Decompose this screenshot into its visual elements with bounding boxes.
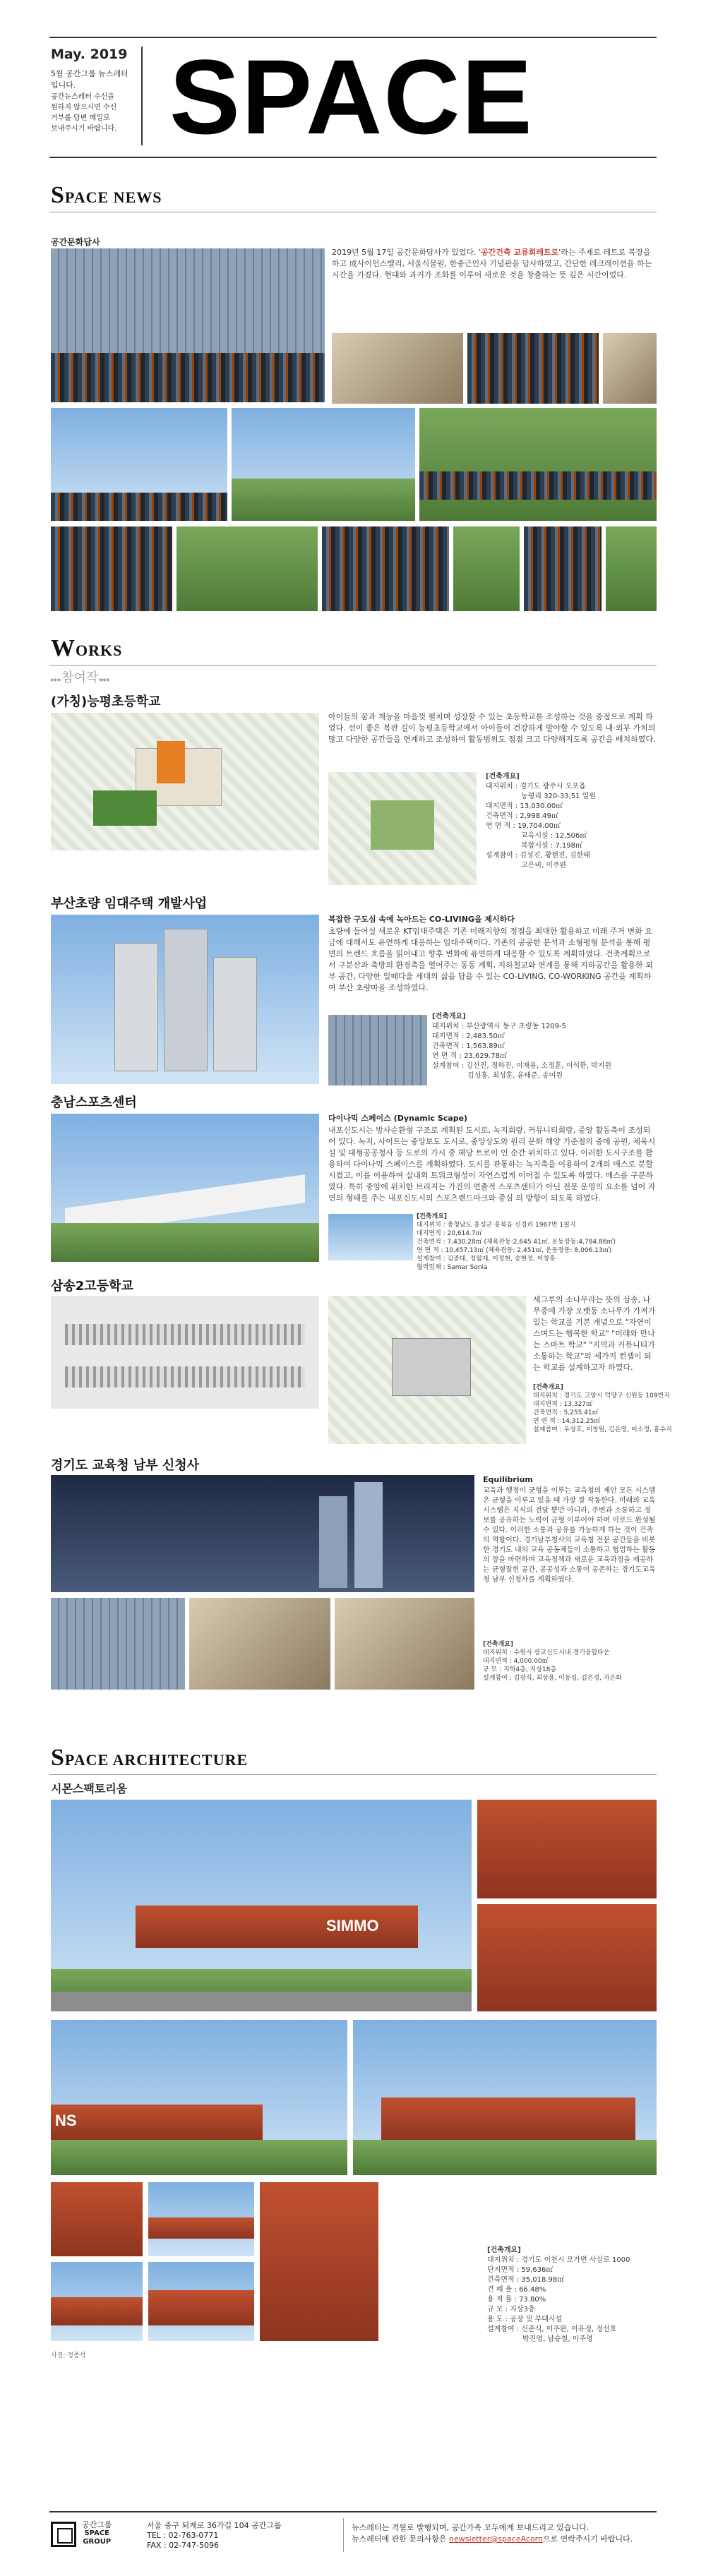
project-info-line: 건축면적 : 7,430.28㎡ (체육관동:2,645.41㎡, 운동장동:4,784.86㎡) [417, 1239, 616, 1246]
subscribe-note [51, 92, 116, 134]
issue-date: May. 2019 [51, 47, 128, 62]
news-text-after: '라는 주제로 레트로 복장을 하고 成사이언스밸리, 서울식물원, 한중근인사 기념관을 답사하였고, 간단한 레크레이션을 하는 시간을 가졌다. 현대와 과거가 조화를 이루어 새로운 것을 창출하는 뜻 깊은 시간이었다. [332, 248, 652, 279]
project-info [533, 1383, 672, 1434]
architecture-info-line: 용 도 : 공장 및 부대시설 [487, 2316, 563, 2323]
news-photo [606, 526, 657, 611]
project-render [51, 1475, 474, 1592]
project-info-line: 설계참여 : 우상호, 이창원, 김은영, 이소정, 홍수지 [533, 1426, 672, 1433]
project-subheading: 복잡한 구도심 속에 녹아드는 CO-LIVING을 제시하다 [328, 915, 515, 924]
footer-divider [343, 2518, 344, 2552]
project-info-line: 능평리 320-33,51 일원 [521, 793, 596, 800]
news-photo-main [51, 248, 325, 402]
architecture-sign-2: NS [55, 2112, 77, 2129]
project-info-line: 대지위치 : 경기도 고양시 덕양구 신원동 109번지 [533, 1392, 670, 1400]
news-photo [322, 526, 449, 611]
project-info-line: 설계참여 : 김선진, 정하진, 이재용, 소정훈, 이석환, 박지원 [432, 1062, 612, 1070]
architecture-heading-initial: S [51, 1745, 65, 1771]
project-info-line: 연 면 적 : 10,457.13㎡ (체육관동: 2,451㎡, 운동장동: 8,006.13㎡) [417, 1247, 612, 1254]
works-sub-label-text: 참여작 [61, 670, 99, 685]
architecture-photo [353, 2020, 657, 2175]
issue-subtitle: 5월 공간그룹 뉴스레터 입니다. [51, 69, 128, 90]
triangle-icon: ▸▸▸ [51, 676, 62, 684]
project-info-line: 연 면 적 : 23,629.78㎡ [432, 1052, 507, 1060]
architecture-info-line: 용 적 률 : 73.80% [487, 2296, 546, 2304]
subscribe-note-line: 공간뉴스레터 수신을 [51, 93, 115, 101]
project-info-line: 건축면적 : 2,998.49㎡ [486, 812, 558, 820]
architecture-info-header: [건축개요] [487, 2246, 521, 2254]
project-info-line: 대지면적 : 13,327㎡ [533, 1401, 593, 1408]
news-heading [51, 182, 162, 209]
news-text [332, 247, 657, 281]
project-info [483, 1640, 657, 1683]
project-info-header: [건축개요] [417, 1213, 448, 1220]
architecture-sign: SIMMO [326, 1917, 379, 1934]
architecture-info-line: 설계참여 : 신준식, 이주완, 이유정, 정선호 [487, 2325, 617, 2333]
architecture-info-line: 건 폐 율 : 66.48% [487, 2286, 546, 2294]
architecture-photo [477, 1904, 657, 2011]
architecture-photo [51, 2182, 143, 2256]
project-info-line: 대지면적 : 13,030.00㎡ [486, 802, 563, 810]
architecture-info-line: 박진영, 남승철, 이주영 [522, 2335, 593, 2343]
footer-address: 서울 중구 퇴계로 36가길 104 공간그룹 [147, 2521, 282, 2530]
project-title: 삼송2고등학교 [51, 1279, 133, 1294]
project-info-line: 연 면 적 : 14,312.25㎡ [533, 1418, 601, 1425]
subscribe-note-line: 원하지 않으시면 수신 [51, 104, 117, 112]
architecture-photo [148, 2182, 254, 2256]
footer-fax: FAX : 02-747-5096 [147, 2541, 220, 2550]
news-photo [453, 526, 520, 611]
architecture-info-line: 규 모 : 지상3층 [487, 2306, 535, 2313]
project-text: 내포신도시는 방사순환형 구조로 계획된 도시로, 녹지회랑, 커뮤니티회랑, 중앙 활동축이 조성되어 있다. 녹지, 사이트는 중앙보도 도시로, 중앙상도와 원리 문화 해양 기준점의 중에 공원, 체육시설 및 대형공공청사 등 도로의 가시 중 해당 트로이 인 순간 위치하고 있다. 이러한 도시구조를 활용하여 다이나믹 스페이스를 계획하였다. 도시를 관통하는 녹지축을 이용하여 2개의 매스로 분할시켰고, 이를 이용하여 실내외 트워크형성이 자연스럽게 이어질 수 있도록 하였다. 매스를 구분하였다. 특히 중앙에 위치한 브리지는 가진의 연출적 스포츠센터가 아닌 전문 운영의 요소를 넘어 자연의 형태를 주는 내포신도시의 스포츠랜드마크와 중심 의 방향이 되도록 하였다. [328, 1126, 656, 1203]
project-photo [328, 1214, 413, 1260]
works-heading-initial: W [51, 635, 76, 661]
project-info [486, 772, 657, 871]
news-text-before: 2019년 5월 17일 공간문화답사가 있었다. ' [332, 248, 481, 257]
project-info-line: 건축면적 : 5,255.41㎡ [533, 1409, 599, 1416]
architecture-info [487, 2246, 657, 2345]
masthead-title: SPACE [169, 37, 534, 156]
architecture-photo [51, 2262, 143, 2341]
news-item-title: 공간문화답사 [51, 237, 100, 247]
architecture-heading-rest: PACE ARCHITECTURE [64, 1751, 249, 1769]
project-site-plan [328, 1296, 526, 1444]
news-photo [419, 408, 657, 521]
footer-notice-2-before: 뉴스레터에 관한 문의사항은 [352, 2534, 450, 2544]
project-info-header: [건축개요] [486, 773, 520, 781]
project-info-line: 대지면적 : 20,614.7㎡ [417, 1230, 482, 1237]
project-info-header: [건축개요] [483, 1641, 514, 1648]
project-render [51, 713, 319, 850]
works-sub-label [51, 668, 109, 686]
subscribe-note-line: 보내주시기 바랍니다. [51, 125, 117, 133]
project-title: (가칭)능평초등학교 [51, 694, 161, 709]
project-info [417, 1212, 657, 1272]
news-heading-rest: PACE NEWS [64, 188, 162, 206]
footer-notice-1: 뉴스레터는 격월로 발행되며, 공간가족 모두에게 보내드리고 있습니다. [352, 2523, 590, 2532]
project-elevation [51, 1296, 319, 1409]
triangle-icon: ◂◂◂ [98, 676, 109, 684]
news-photo [524, 526, 602, 611]
news-text-highlight: 공간건축 교류회레트로 [481, 248, 559, 257]
project-info-line: 대지면적 : 2,483.50㎡ [432, 1033, 505, 1040]
news-photo [603, 333, 657, 404]
project-title: 부산초량 임대주택 개발사업 [51, 896, 208, 911]
architecture-item-title: 시몬스팩토리움 [51, 1782, 128, 1795]
project-photo [335, 1598, 474, 1690]
project-info [432, 1012, 657, 1081]
news-photo [51, 408, 227, 521]
project-info-line: 연 면 적 : 19,704.00㎡ [486, 822, 561, 830]
footer-logo-group: GROUP [83, 2538, 112, 2546]
news-photo [467, 333, 599, 404]
architecture-info-line: 대지위치 : 경기도 이천시 모가면 사실로 1000 [487, 2256, 630, 2264]
project-info-line: 설계참여 : 김성진, 황현진, 김한태 [486, 852, 591, 860]
project-info-header: [건축개요] [432, 1013, 466, 1021]
project-info-line: 고은비, 이주완 [521, 862, 567, 869]
project-photo [189, 1598, 330, 1690]
project-info-line: 대지위치 : 경기도 광주시 오포읍 [486, 783, 586, 790]
project-text: 교육과 행정이 균형을 이루는 교육청의 제안 모든 시스템은 균형을 이루고 있을 때 가장 잘 작동한다. 미래의 교육시스템은 지식의 전달 뿐만 아니라, 주변과 소통하고 정보를 공유하는 노력이 균형 이루어야 하며 이로드 완성될 수 있다. 이러한 소통과 공유를 가능하게 하는 것이 건축의 역할이다. 경기남부청사의 교육청 전문 공간들을 비롯한 경기도 내의 교육 공동체들이 소통하고 협업하는 활동의 장을 마련하며 교육정책과 새로운 교육과정을 제공하는 균형잡힌 공간, 공공성과 소통이 공존하는 경기도교육청 남부 신청사를 계획하였다. [483, 1487, 656, 1584]
project-info-header: [건축개요] [533, 1384, 564, 1391]
news-photo [232, 408, 415, 521]
architecture-info-line: 단지면적 : 59,636㎡ [487, 2266, 554, 2274]
project-text: 세그루의 소나무라는 뜻의 삼송, 나무중에 가장 오랫동 소나무가 가져가 있는 학교를 기본 개념으로 "자연이 스며드는 행복한 학교" "미래와 만나는 스마트 학교" "지역과 커뮤니티가 소통하는 학교"의 세가지 컨셉이 되는 학교를 설계하고자 하였다. [533, 1295, 656, 1372]
project-text: 초량에 들어설 새로운 KT임대주택은 기존 미래지향의 정점을 최대한 활용하고 미래 주거 변화 요금에 대해서도 유연하게 대응하는 임대주택이다. 기존의 공공한 분석과 소형평형 분석을 통해 평면의 트렌드 흐름을 읽어내고 향후 변화에 유연하게 대응할 수 있도록 계획하였다. 건축계획으로서 구분산과 축방의 환경축을 열어주는 동동 계획, 지하철교와 연계를 통해 지하공간을 활용한 외부 공간, 다양한 일때다울 세대의 삶을 담을 수 있는 CO-LIVING, CO-WORKING 공간을 계획하여 부산 초량마을 조성하였다. [328, 927, 653, 992]
footer-rule [49, 2511, 657, 2512]
project-info-line: 교육시설 : 12,506㎡ [521, 832, 587, 840]
project-info-line: 설계참여 : 김광식, 최상용, 이동섭, 김은경, 자은화 [483, 1675, 622, 1682]
project-info-line: 설계참여 : 김종대, 정월재, 이정현, 송현정, 이창훈 [417, 1256, 556, 1263]
architecture-photo [51, 2020, 347, 2175]
project-info-line: 대지면적 : 4,000.00㎡ [483, 1658, 549, 1665]
footer-contact [147, 2521, 282, 2551]
project-info-line: 대지위치 : 충청남도 홍성군 홍북읍 신경리 1967번 1필지 [417, 1222, 576, 1229]
architecture-photo-main [51, 1800, 472, 2011]
project-info-line: 대지위치 : 수원시 광교신도시내 경기융합타운 [483, 1649, 610, 1656]
news-heading-initial: S [51, 182, 65, 208]
architecture-photo [260, 2182, 378, 2341]
project-title: 충남스포츠센터 [51, 1095, 137, 1110]
project-info-line: 복합시설 : 7,198㎡ [521, 842, 582, 850]
project-photo [51, 1598, 185, 1690]
space-group-logo-icon [51, 2522, 76, 2547]
subscribe-note-line: 거부를 답변 메일로 [51, 114, 110, 122]
news-photo [51, 526, 172, 611]
project-info-line: 대지위치 : 부산광역시 동구 초량동 1209-5 [432, 1023, 566, 1030]
works-rule [49, 665, 657, 666]
photo-credit: 사진: 정종석 [51, 2352, 86, 2359]
architecture-photo [477, 1800, 657, 1898]
footer-logo-space: SPACE [84, 2529, 110, 2537]
project-site-plan [328, 772, 477, 885]
footer-notice-2-after: 으로 연락주시기 바랍니다. [542, 2534, 633, 2544]
works-heading [51, 635, 122, 662]
project-render [51, 1114, 319, 1262]
architecture-info-line: 건축면적 : 35,018.98㎡ [487, 2276, 565, 2284]
footer-notice [352, 2522, 657, 2545]
works-heading-rest: ORKS [76, 642, 123, 659]
masthead-bottom-rule [49, 157, 657, 158]
project-title: 경기도 교육청 남부 신청사 [51, 1458, 200, 1473]
news-photo [176, 526, 318, 611]
project-subheading: Equilibrium [483, 1475, 533, 1484]
project-info-line: 규 모 : 지하4층, 지상18층 [483, 1666, 557, 1673]
project-render [51, 915, 319, 1084]
project-photo [328, 1015, 427, 1085]
architecture-heading [51, 1745, 248, 1771]
project-info-line: 협력업체 : Samar Sonia [417, 1264, 488, 1271]
footer-tel: TEL : 02-763-0771 [147, 2531, 219, 2540]
news-photo [332, 333, 463, 404]
masthead-divider [141, 47, 143, 145]
footer-email-link[interactable]: newsletter@spaceAcorn [449, 2534, 543, 2544]
project-info-line: 김성흥, 최성훈, 윤태준, 송여원 [467, 1072, 563, 1080]
architecture-photo [148, 2262, 254, 2341]
architecture-rule [49, 1774, 657, 1775]
footer-notice-2 [352, 2534, 657, 2545]
footer-logo-korean: 공간그룹 [82, 2520, 112, 2529]
project-info-line: 건축면적 : 1,563.89㎡ [432, 1042, 505, 1050]
project-subheading: 다이나믹 스페이스 (Dynamic Scape) [328, 1114, 468, 1123]
footer-logo-text [82, 2521, 112, 2546]
project-text: 아이들의 꿈과 재능을 마음껏 펼치며 성장할 수 있는 초등학교를 조성하는 것을 중점으로 계획 하였다. 선이 좋은 복판 길이 능평초등학교에서 아이들이 건강하게 발야할 수 있도록 내·외부 가치의 많고 다양한 공간들을 연계하고 조성하여 활동범위도 점점 크고 다양해지도록 공간을 배치하였다. [328, 712, 656, 744]
